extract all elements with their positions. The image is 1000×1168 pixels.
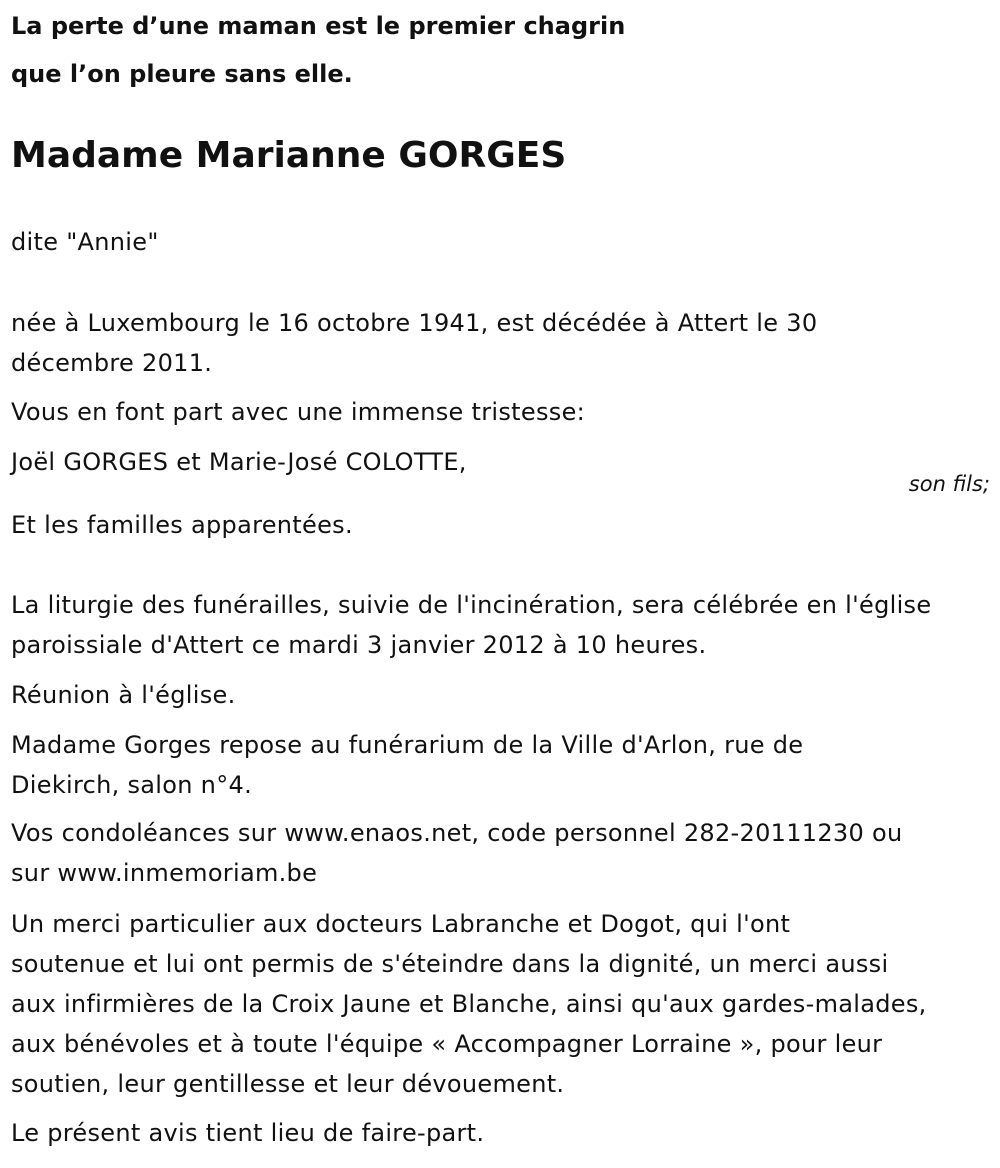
epigraph <box>11 2 625 98</box>
thanks-line-2: soutenue et lui ont permis de s'éteindre dans la dignité, un merci aussi <box>11 950 889 978</box>
condolences-line-2: sur www.inmemoriam.be <box>11 859 318 887</box>
family-name: Joël GORGES et Marie-José COLOTTE, <box>11 448 467 476</box>
thanks-line-3: aux infirmières de la Croix Jaune et Blanche, ainsi qu'aux gardes-malades, <box>11 990 927 1018</box>
repose-line-1: Madame Gorges repose au funérarium de la Ville d'Arlon, rue de <box>11 731 804 759</box>
liturgy-line-1: La liturgie des funérailles, suivie de l'incinération, sera célébrée en l'église <box>11 591 932 619</box>
liturgy-text <box>11 585 931 665</box>
thanks-line-5: soutien, leur gentillesse et leur dévouement. <box>11 1070 565 1098</box>
thanks-line-1: Un merci particulier aux docteurs Labranche et Dogot, qui l'ont <box>11 910 791 938</box>
repose-line-2: Diekirch, salon n°4. <box>11 771 252 799</box>
birth-death-line-1: née à Luxembourg le 16 octobre 1941, est décédée à Attert le 30 <box>11 309 818 337</box>
birth-death-line-2: décembre 2011. <box>11 349 213 377</box>
repose-text <box>11 725 803 805</box>
relatives-text: Et les familles apparentées. <box>11 511 353 539</box>
epigraph-line-2: que l’on pleure sans elle. <box>11 60 353 88</box>
liturgy-line-2: paroissiale d'Attert ce mardi 3 janvier 2012 à 10 heures. <box>11 631 707 659</box>
birth-death-text <box>11 303 817 383</box>
condolences-text <box>11 813 903 893</box>
epigraph-line-1: La perte d’une maman est le premier chagrin <box>11 12 626 40</box>
deceased-name: Madame Marianne GORGES <box>11 135 567 176</box>
family-relation: son fils; <box>908 472 990 496</box>
condolences-line-1: Vos condoléances sur www.enaos.net, code personnel 282-20111230 ou <box>11 819 903 847</box>
thanks-text <box>11 904 927 1104</box>
nickname: dite "Annie" <box>11 228 159 256</box>
meeting-text: Réunion à l'église. <box>11 681 236 709</box>
closing-text: Le présent avis tient lieu de faire-part. <box>11 1119 485 1147</box>
announcement-intro: Vous en font part avec une immense tristesse: <box>11 398 586 426</box>
thanks-line-4: aux bénévoles et à toute l'équipe « Accompagner Lorraine », pour leur <box>11 1030 883 1058</box>
